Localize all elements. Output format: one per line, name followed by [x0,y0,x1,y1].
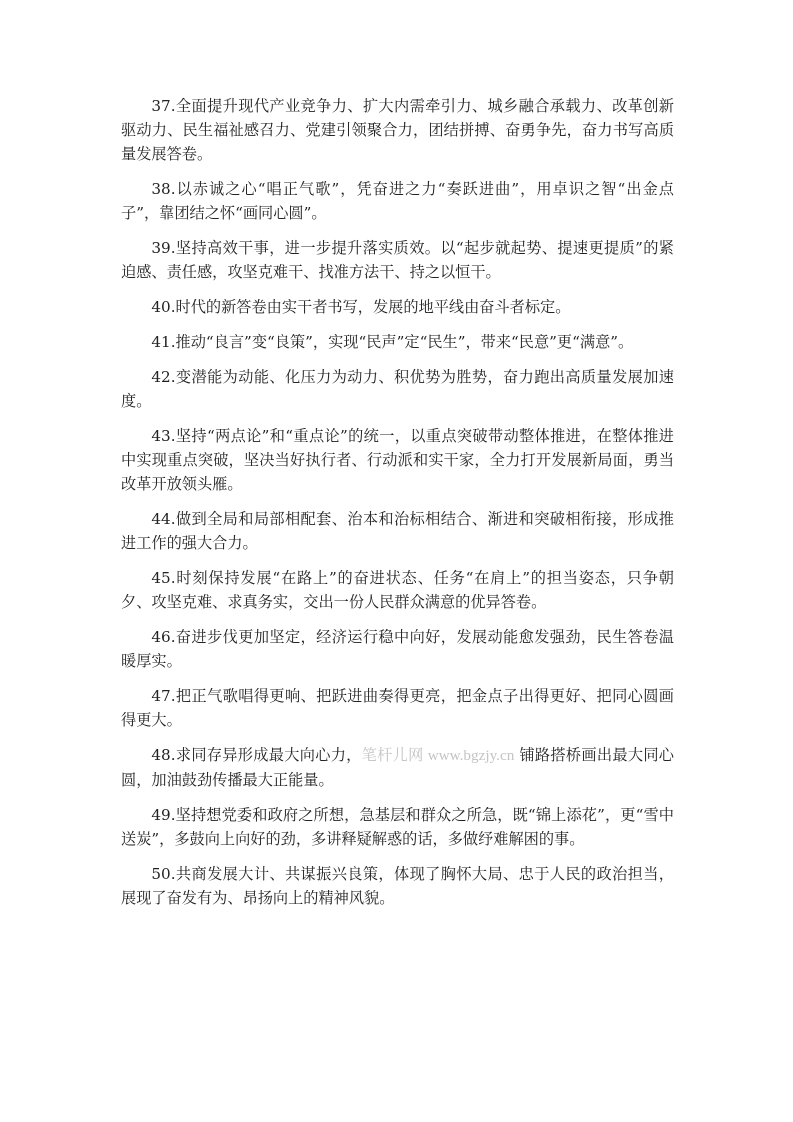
paragraph-46: 46.奋进步伐更加坚定，经济运行稳中向好，发展动能愈发强劲，民生答卷温暖厚实。 [121,628,674,670]
paragraph-45: 45.时刻保持发展“在路上”的奋进状态、任务“在肩上”的担当姿态，只争朝夕、攻坚克难、求真务实，交出一份人民群众满意的优异答卷。 [121,569,674,611]
paragraph-50: 50.共商发展大计、共谋振兴良策，体现了胸怀大局、忠于人民的政治担当，展现了奋发有为、昂扬向上的精神风貌。 [121,865,674,907]
paragraph-48-text-end: 铺路搭桥画出最大同心圆，加油鼓劲传播最大正能量。 [121,746,674,789]
paragraph-40: 40.时代的新答卷由实干者书写，发展的地平线由奋斗者标定。 [151,298,571,316]
paragraph-37: 37.全面提升现代产业竞争力、扩大内需牵引力、城乡融合承载力、改革创新驱动力、民生福祉感召力、党建引领聚合力，团结拼搏、奋勇争先，奋力书写高质量发展答卷。 [121,97,674,163]
paragraph-42: 42.变潜能为动能、化压力为动力、积优势为胜势，奋力跑出高质量发展加速度。 [121,368,674,410]
paragraph-38: 38.以赤诚之心“唱正气歌”，凭奋进之力“奏跃进曲”，用卓识之智“出金点子”，靠团结之怀“画同心圆”。 [121,180,674,222]
document-body [121,94,674,921]
paragraph-49: 49.坚持想党委和政府之所想，急基层和群众之所急，既“锦上添花”，更“雪中送炭”，多鼓向上向好的劲，多讲释疑解惑的话，多做纾难解困的事。 [121,806,674,848]
paragraph-44: 44.做到全局和局部相配套、治本和治标相结合、渐进和突破相衔接，形成推进工作的强大合力。 [121,510,674,552]
paragraph-48-text-start: 48.求同存异形成最大向心力， [151,746,362,764]
site-watermark: 笔杆儿网 www.bgzjy.cn [361,747,515,764]
paragraph-39: 39.坚持高效干事，进一步提升落实质效。以“起步就起势、提速更提质”的紧迫感、责任感，攻坚克难干、找准方法干、持之以恒干。 [121,239,674,281]
paragraph-43: 43.坚持“两点论”和“重点论”的统一，以重点突破带动整体推进，在整体推进中实现重点突破，坚决当好执行者、行动派和实干家，全力打开发展新局面，勇当改革开放领头雁。 [121,427,674,493]
paragraph-41: 41.推动“良言”变“良策”，实现“民声”定“民生”，带来“民意”更“满意”。 [151,333,634,351]
paragraph-48 [121,743,674,792]
paragraph-47: 47.把正气歌唱得更响、把跃进曲奏得更亮，把金点子出得更好、把同心圆画得更大。 [121,687,674,729]
